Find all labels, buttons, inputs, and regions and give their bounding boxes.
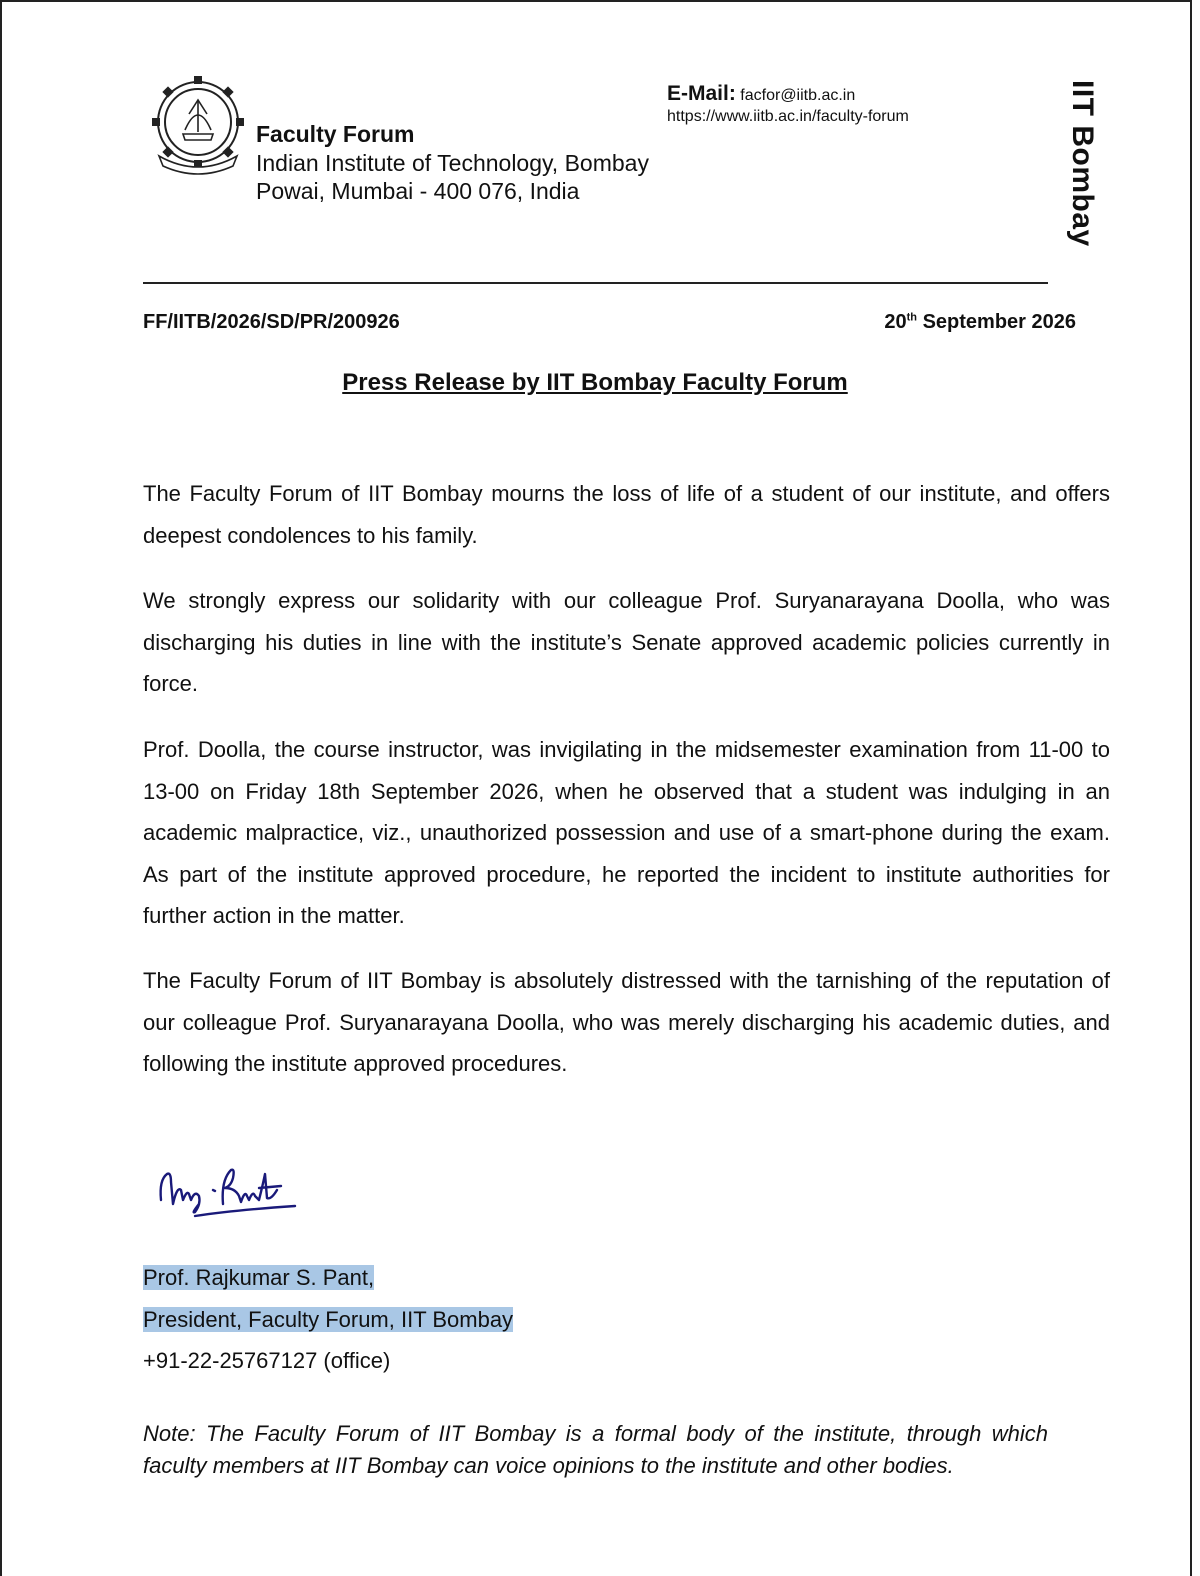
footnote: Note: The Faculty Forum of IIT Bombay is a formal body of the institute, through which faculty members at IIT Bombay can voice opinions to the institute and other bodies.: [143, 1421, 1048, 1478]
date-suffix: th: [906, 311, 918, 324]
date-rest: September 2026: [917, 311, 1076, 333]
signatory-name-text: Prof. Rajkumar S. Pant,: [143, 1265, 375, 1290]
paragraph-4: The Faculty Forum of IIT Bombay is absolutely distressed with the tarnishing of the reputation of our colleague Prof. Suryanarayana Doolla, who was merely discharging his academic duties, and following the institute approved procedures.: [143, 968, 1110, 1076]
header-divider: [143, 282, 1048, 284]
reference-number: FF/IITB/2026/SD/PR/200926: [143, 311, 400, 333]
email-label: E-Mail: [667, 82, 729, 105]
email-value[interactable]: facfor@iitb.ac.in: [740, 87, 856, 104]
iitb-logo-icon: [145, 70, 251, 178]
side-title: IIT Bombay: [1066, 80, 1099, 247]
org-address-line1: Indian Institute of Technology, Bombay: [256, 150, 649, 176]
org-address-line2: Powai, Mumbai - 400 076, India: [256, 178, 580, 204]
paragraph-2: We strongly express our solidarity with our colleague Prof. Suryanarayana Doolla, who was discharging his duties in line with the institute’s Senate approved academic policies currently in force.: [143, 588, 1110, 696]
date-day: 20: [884, 311, 907, 333]
document-title: Press Release by IIT Bombay Faculty Forum: [342, 369, 848, 396]
signature-icon: [155, 1160, 315, 1220]
signatory-phone: +91-22-25767127 (office): [143, 1348, 391, 1373]
document-date: [884, 311, 1076, 334]
contact-email: [667, 82, 855, 106]
signatory-name: [143, 1263, 374, 1293]
org-name: Faculty Forum: [256, 121, 415, 147]
signatory-designation: [143, 1305, 513, 1335]
signatory-designation-text: President, Faculty Forum, IIT Bombay: [143, 1307, 514, 1332]
email-colon: :: [728, 82, 736, 105]
website-link[interactable]: https://www.iitb.ac.in/faculty-forum: [667, 108, 909, 125]
paragraph-1: The Faculty Forum of IIT Bombay mourns the loss of life of a student of our institute, and offers deepest condolences to his family.: [143, 481, 1110, 548]
paragraph-3: Prof. Doolla, the course instructor, was invigilating in the midsemester examination from 11-00 to 13-00 on Friday 18th September 2026, when he observed that a student was indulging in an academic malpractice, viz., unauthorized possession and use of a smart-phone during the exam. As part of the institute approved procedure, he reported the incident to institute authorities for further action in the matter.: [143, 737, 1110, 928]
